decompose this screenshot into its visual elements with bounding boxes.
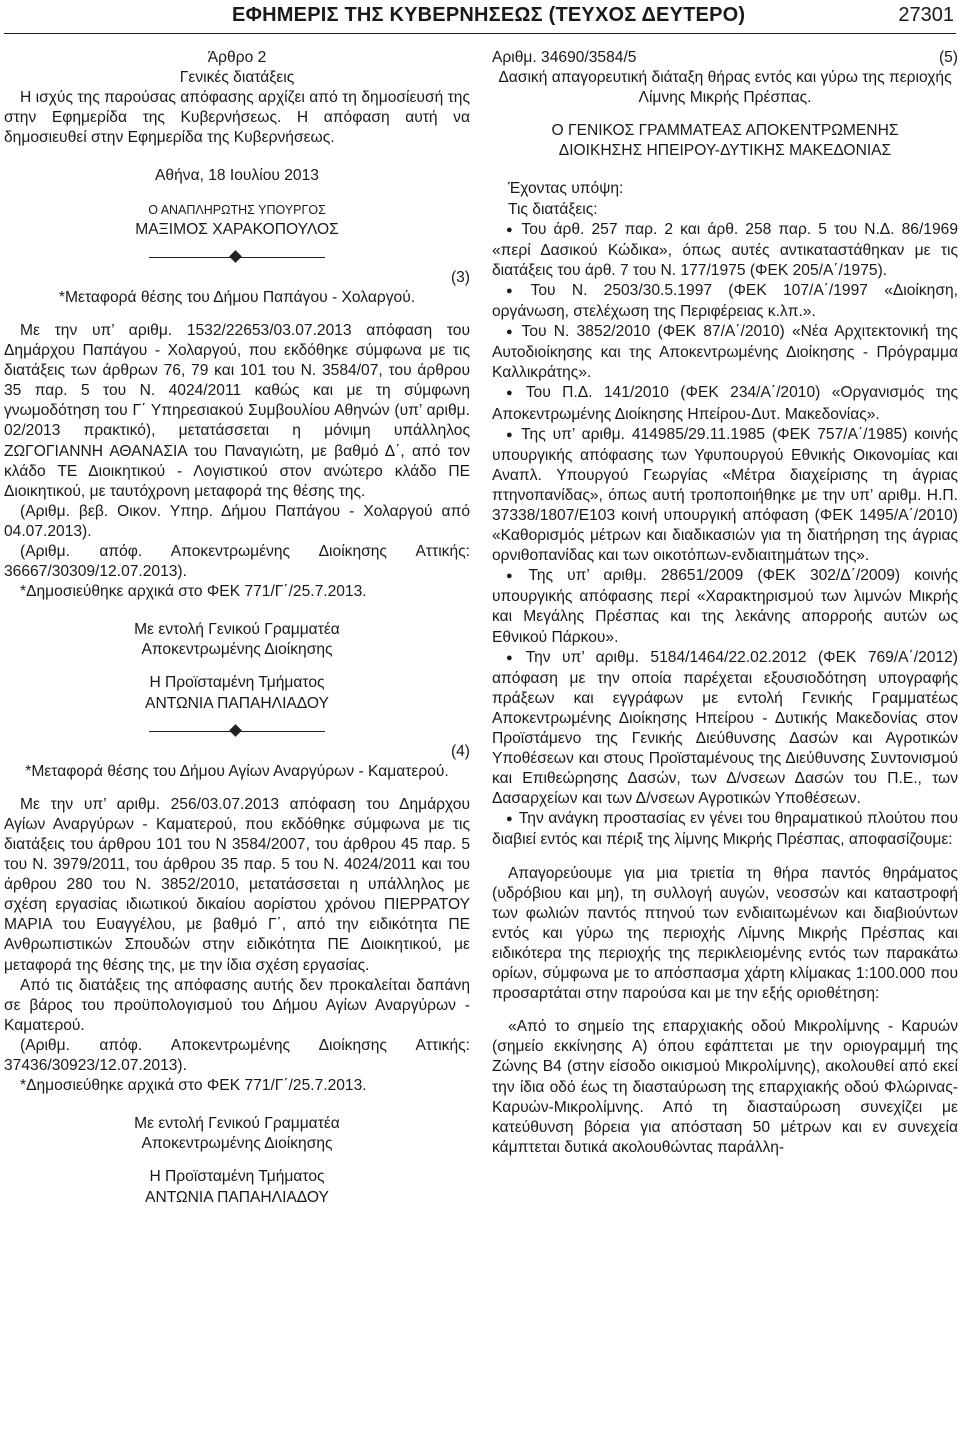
decision-4-ref: (Αριθμ. απόφ. Αποκεντρωμένης Διοίκησης Αττικής: 37436/30923/12.07.2013). — [4, 1036, 470, 1075]
decision-number-5: (5) — [938, 49, 958, 66]
authority-line-2: ΔΙΟΙΚΗΣΗΣ ΗΠΕΙΡΟΥ-ΔΥΤΙΚΗΣ ΜΑΚΕΔΟΝΙΑΣ — [558, 142, 892, 160]
header-rule — [4, 33, 956, 34]
decision-5-title: Δασική απαγορευτική διάταξη θήρας εντός και γύρω της περιοχής Λίμνης Μικρής Πρέσπας. — [498, 69, 952, 107]
decision-5-ref-row — [492, 48, 958, 68]
provision-bullet: ● Την υπ’ αριθμ. 5184/1464/22.02.2012 (ΦΕΚ 769/Α΄/2012) απόφαση με την οποία παρέχεται εξουσιοδότηση υπογραφής πράξεων και εγγράφων με εντολή Γενικής Γραμματέως Αποκεντρωμένης Διοίκησης Ηπείρου - Δυτικής Μακεδονίας στον Προϊστάμενο της Γενικής Διεύθυνσης Δασών και Αγροτικών Υποθέσεων και στους Προϊσταμένους της Διεύθυνσης Συντονισμού και Επιθεώρησης Δασών, των Δ/νσεων Δασών του Π.Ε., των Δασαρχείων και των Δ/νσεων Αγροτικών Υποθέσεων. — [492, 648, 958, 810]
signer-role: Ο ΑΝΑΠΛΗΡΩΤΗΣ ΥΠΟΥΡΓΟΣ — [148, 202, 326, 217]
decision-4-published: *Δημοσιεύθηκε αρχικά στο ΦΕΚ 771/Γ΄/25.7.2013. — [20, 1077, 367, 1095]
separator-ornament — [149, 726, 325, 738]
article-text: Η ισχύς της παρούσας απόφασης αρχίζει από τη δημοσίευσή της στην Εφημερίδα της Κυβερνήσεως. Η απόφαση αυτή να δημοσιευθεί στην Εφημερίδα της Κυβερνήσεως. — [4, 89, 470, 147]
decision-number-3: (3) — [450, 268, 470, 286]
provisions-label: Τις διατάξεις: — [508, 200, 598, 218]
article-number: Άρθρο 2 — [207, 49, 267, 66]
provision-bullet: ● Του Π.Δ. 141/2010 (ΦΕΚ 234/Α΄/2010) «Οργανισμός της Αποκεντρωμένης Διοίκησης Ηπείρου-Δυτ. Μακεδονίας». — [492, 383, 958, 424]
decision-3-title: *Μεταφορά θέσης του Δήμου Παπάγου - Χολαργού. — [58, 288, 416, 306]
decision-3-ref-1: (Αριθμ. βεβ. Οικον. Υπηρ. Δήμου Παπάγου - Χολαργού από 04.07.2013). — [4, 502, 470, 540]
decision-4-sign-3: Η Προϊσταμένη Τμήματος — [149, 1168, 325, 1186]
decision-5-body: Απαγορεύουμε για μια τριετία τη θήρα παντός θηράματος (υδρόβιου και μη), τη συλλογή αυγών, νεοσσών και καταστροφή των φωλιών παντός πτηνού των ενδιαιτωμένων και διαβιούντων εντός και γύρω της περιοχής Λίμνης Μικρής Πρέσπας και ειδικότερα της περιοχής της περικλειομένης εντός των παρακάτω ορίων, σύμφωνα με το απόσπασμα χάρτη κλίμακας 1:100.000 που προσαρτάται στην παρούσα και με την εξής οριοθέτηση: — [492, 864, 958, 1003]
decision-4-title: *Μεταφορά θέσης του Δήμου Αγίων Αναργύρων - Καματερού. — [25, 762, 449, 780]
page-header — [0, 0, 960, 36]
provision-bullet: ● Της υπ’ αριθμ. 28651/2009 (ΦΕΚ 302/Δ΄/2009) κοινής υπουργικής απόφασης περί «Χαρακτηρισμού των λιμνών Μικρής και Μεγάλης Πρέσπας και της λεκάνης απορροής αυτών ως Εθνικού Πάρκου». — [492, 566, 958, 647]
decision-3-sign-3: Η Προϊσταμένη Τμήματος — [149, 674, 325, 692]
decision-4-cost: Από τις διατάξεις της απόφασης αυτής δεν προκαλείται δαπάνη σε βάρος του προϋπολογισμού του Δήμου Αγίων Αναργύρων - Καματερού. — [4, 976, 470, 1034]
decision-4-sign-1: Με εντολή Γενικού Γραμματέα — [134, 1115, 340, 1133]
decision-4-sign-2: Αποκεντρωμένης Διοίκησης — [141, 1135, 333, 1153]
provision-bullet: ● Την ανάγκη προστασίας εν γένει του θηραματικού πλούτου που διαβιεί εντός και πέριξ της λίμνης Μικρής Πρέσπας, αποφασίζουμε: — [492, 809, 958, 850]
decision-4-body: Με την υπ’ αριθμ. 256/03.07.2013 απόφαση του Δημάρχου Αγίων Αναργύρων - Καματερού, που εκδόθηκε σύμφωνα με τις διατάξεις του άρθρου 101 του Ν 3584/2007, του άρθρου 45 παρ. 5 του Ν. 3979/2011, του άρθρου 35 παρ. 5 του Ν. 4024/2011 και του άρθρου 280 του Ν. 3852/2010, μετατάσσεται η υπάλληλος με σχέση εργασίας ιδιωτικού δικαίου αορίστου χρόνου ΠΙΕΡΡΑΤΟΥ ΜΑΡΙΑ του Ευαγγέλου, με βαθμό Γ΄, από την ειδικότητα ΠΕ Ανθρωπιστικών Σπουδών στην ειδικότητα ΠΕ Διοικητικού, με μεταφορά της θέσης της, με την ίδια σχέση εργασίας. — [4, 795, 470, 974]
decision-3-sign-4: ΑΝΤΩΝΙΑ ΠΑΠΑΗΛΙΑΔΟΥ — [145, 694, 329, 712]
page-number: 27301 — [898, 4, 954, 26]
place-date: Αθήνα, 18 Ιουλίου 2013 — [155, 167, 319, 185]
decision-4-sign-4: ΑΝΤΩΝΙΑ ΠΑΠΑΗΛΙΑΔΟΥ — [145, 1188, 329, 1206]
decision-3-sign-2: Αποκεντρωμένης Διοίκησης — [141, 641, 333, 659]
signer-name: ΜΑΞΙΜΟΣ ΧΑΡΑΚΟΠΟΥΛΟΣ — [135, 220, 339, 238]
separator-ornament — [149, 252, 325, 264]
right-column — [492, 48, 958, 1158]
decision-3-body: Με την υπ’ αριθμ. 1532/22653/03.07.2013 απόφαση του Δημάρχου Παπάγου - Χολαργού, που εκδόθηκε σύμφωνα με τις διατάξεις των άρθρων 76, 79 και 101 του Ν. 3584/07, του άρθρου 35 παρ. 5 του Ν. 4024/2011 καθώς και με τη σύμφωνη γνωμοδότηση του Γ΄ Υπηρεσιακού Συμβουλίου Αθηνών (υπ’ αριθμ. 02/2013 πρακτικό), μετατάσσεται η μόνιμη υπάλληλος ΖΩΓΟΓΙΑΝΝΗ ΑΘΑΝΑΣΙΑ του Παναγιώτη, με βαθμό Δ΄, από τον κλάδο ΤΕ Διοικητικού - Λογιστικού στον ανώτερο κλάδο ΠΕ Διοικητικού, με ταυτόχρονη μεταφορά της θέσης της. — [4, 321, 470, 500]
provision-bullet: ● Του Ν. 3852/2010 (ΦΕΚ 87/Α΄/2010) «Νέα Αρχιτεκτονική της Αυτοδιοίκησης και της Αποκεντρωμένης Διοίκησης - Πρόγραμμα Καλλικράτης». — [492, 322, 958, 383]
provision-bullet: ● Του Ν. 2503/30.5.1997 (ΦΕΚ 107/Α΄/1997 «Διοίκηση, οργάνωση, στελέχωση της Περιφέρειας κ.λπ.». — [492, 281, 958, 322]
authority-line-1: Ο ΓΕΝΙΚΟΣ ΓΡΑΜΜΑΤΕΑΣ ΑΠΟΚΕΝΤΡΩΜΕΝΗΣ — [551, 122, 899, 140]
decision-5-ref: Αριθμ. 34690/3584/5 — [492, 49, 637, 66]
article-title: Γενικές διατάξεις — [179, 69, 295, 87]
decision-number-4: (4) — [450, 742, 470, 760]
provision-bullet: ● Της υπ’ αριθμ. 414985/29.11.1985 (ΦΕΚ 757/Α΄/1985) κοινής υπουργικής απόφασης των Υφυπουργού Εθνικής Οικονομίας και Αναπλ. Υπουργού Γεωργίας «Μέτρα διαχείρισης τη άγριας πτηνοπανίδας», όπως αυτή τροποποιήθηκε με την υπ’ αριθμ. Η.Π. 37338/1807/Ε103 κοινή υπουργική απόφαση (ΦΕΚ 1495/Α΄/2010) «Καθορισμός μέτρων και διαδικασιών για τη διατήρηση της άγριας ορνιθοπανίδας και των οικοτόπων-ενδιαιτημάτων της». — [492, 425, 958, 567]
having-regard: Έχοντας υπόψη: — [508, 180, 624, 198]
decision-3-ref-2: (Αριθμ. απόφ. Αποκεντρωμένης Διοίκησης Αττικής: 36667/30309/12.07.2013). — [4, 542, 470, 581]
decision-3-sign-1: Με εντολή Γενικού Γραμματέα — [134, 621, 340, 639]
decision-3-published: *Δημοσιεύθηκε αρχικά στο ΦΕΚ 771/Γ΄/25.7.2013. — [20, 583, 367, 601]
decision-5-boundary: «Από το σημείο της επαρχιακής οδού Μικρολίμνης - Καρυών (σημείο εκκίνησης Α) όπου εφάπτεται με την οριογραμμή της Ζώνης Β4 (στην είσοδο οικισμού Μικρολίμνης), ακολουθεί από εκεί την ίδια οδό έως τη διασταύρωση της επαρχιακής οδού Φλώρινας-Καρυών-Μικρολίμνης. Από τη διασταύρωση συνεχίζει με κατεύθυνση βόρεια για απόσταση 50 μέτρων και εν συνεχεία κάμπτεται δυτικά ακολουθώντας παράλλη- — [492, 1018, 958, 1156]
left-column — [4, 48, 470, 1208]
provision-bullet: ● Του άρθ. 257 παρ. 2 και άρθ. 258 παρ. 5 του Ν.Δ. 86/1969 «περί Δασικού Κώδικα», όπως αυτές αντικαταστάθηκαν με τις διατάξεις του άρθ. 7 του Ν. 177/1975 (ΦΕΚ 205/Α΄/1975). — [492, 220, 958, 281]
gazette-title: ΕΦΗΜΕΡΙΣ ΤΗΣ ΚΥΒΕΡΝΗΣΕΩΣ (ΤΕΥΧΟΣ ΔΕΥΤΕΡΟ) — [232, 4, 746, 26]
